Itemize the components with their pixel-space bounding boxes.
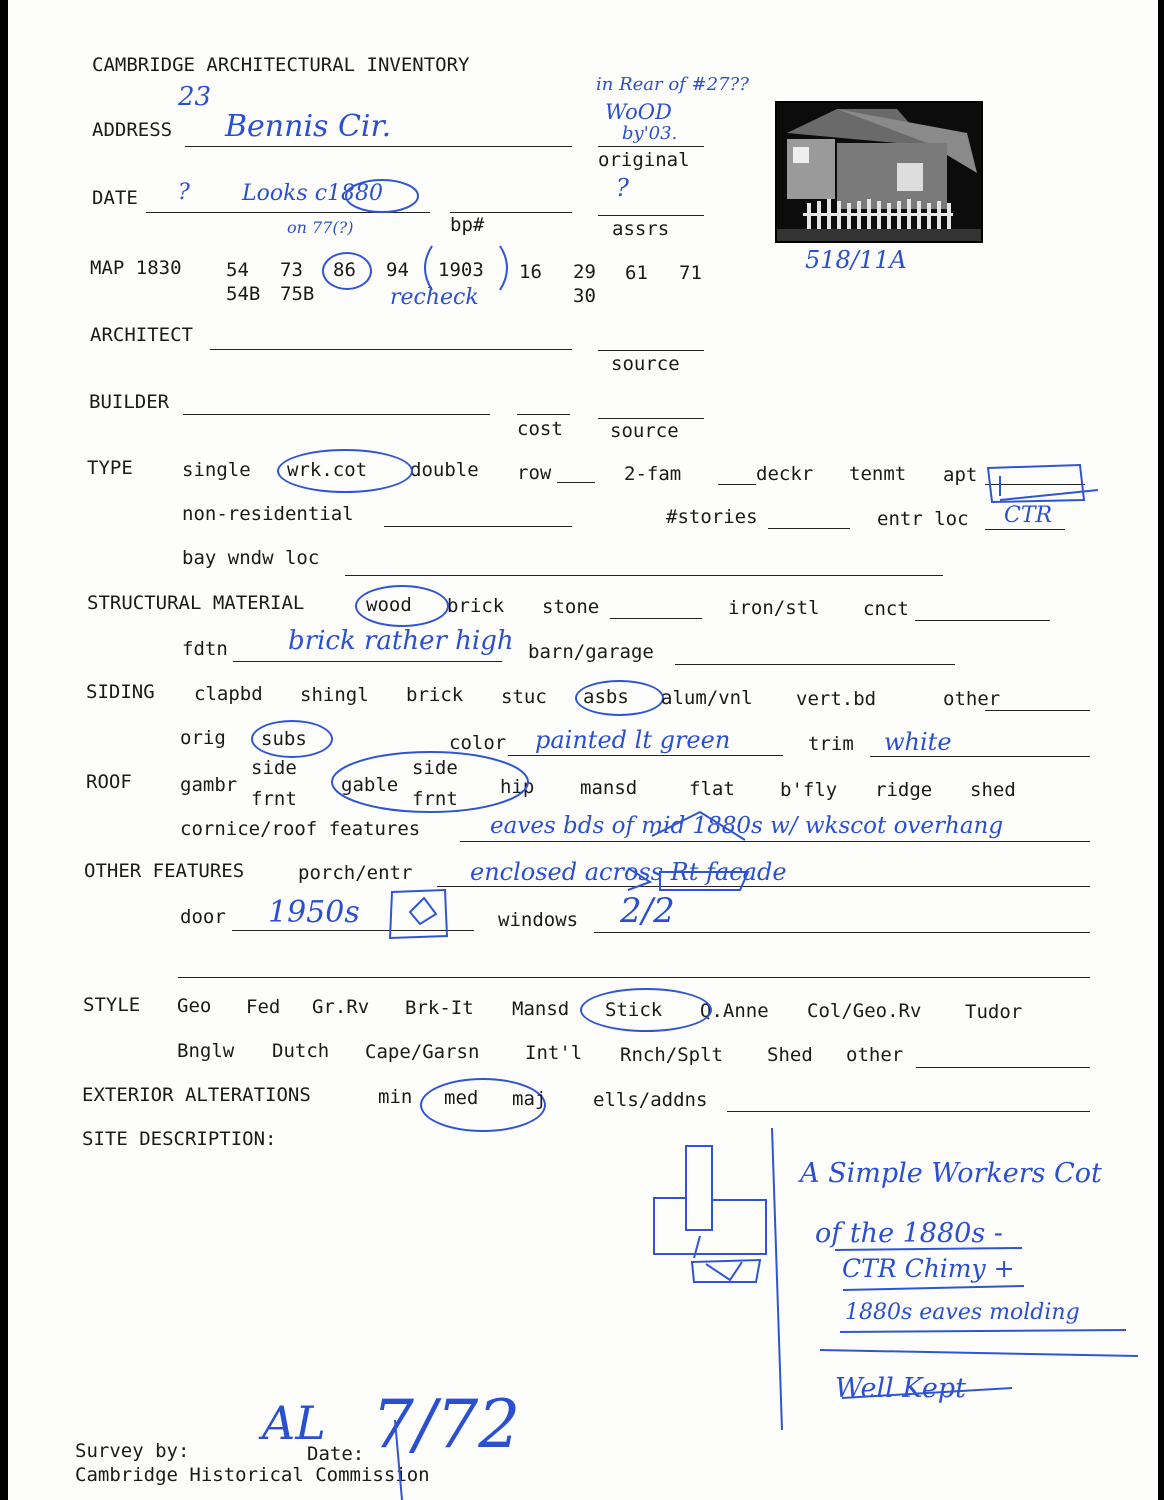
architect-source-label: source bbox=[611, 353, 680, 375]
style-cape: Cape/Garsn bbox=[365, 1041, 480, 1063]
deckr-line bbox=[718, 484, 756, 485]
circle-wood bbox=[355, 585, 449, 627]
roof-gambr-side: side bbox=[251, 757, 297, 779]
structural-wood: wood bbox=[366, 594, 412, 616]
circle-stick bbox=[580, 988, 712, 1032]
circle-86 bbox=[322, 252, 372, 290]
siding-stuc: stuc bbox=[501, 686, 547, 708]
cornice-line bbox=[460, 841, 1090, 842]
bay-line bbox=[345, 575, 943, 576]
entr-loc-line bbox=[985, 529, 1065, 530]
assrs-line bbox=[598, 215, 704, 216]
map-73: 73 bbox=[280, 259, 303, 281]
map-16: 16 bbox=[519, 261, 542, 283]
porch-line bbox=[437, 886, 1090, 887]
color-value: painted lt green bbox=[535, 726, 731, 754]
style-mansd: Mansd bbox=[512, 998, 570, 1020]
nonres-line bbox=[384, 526, 572, 527]
windows-line bbox=[594, 932, 1090, 933]
original-line bbox=[598, 146, 704, 147]
map-30: 30 bbox=[573, 285, 596, 307]
fdtn-line bbox=[233, 661, 502, 662]
type-deckr: deckr bbox=[756, 463, 814, 485]
wood-note: WoOD bbox=[605, 100, 672, 124]
roof-gable-frnt: frnt bbox=[412, 788, 458, 810]
structural-iron: iron/stl bbox=[728, 597, 820, 619]
roof-label: ROOF bbox=[86, 771, 132, 793]
siding-alum: alum/vnl bbox=[661, 687, 753, 709]
house-photo bbox=[775, 101, 983, 243]
map-61: 61 bbox=[625, 262, 648, 284]
stone-line bbox=[610, 618, 702, 619]
address-number: 23 bbox=[178, 82, 212, 112]
siding-clapbd: clapbd bbox=[194, 683, 263, 705]
map-71: 71 bbox=[679, 262, 702, 284]
bp-label: bp# bbox=[450, 214, 485, 236]
cost-label: cost bbox=[517, 418, 563, 440]
map-75b: 75B bbox=[280, 283, 315, 305]
roof-gable-side: side bbox=[412, 757, 458, 779]
door-value: 1950s bbox=[268, 895, 360, 930]
address-line bbox=[185, 146, 572, 147]
fdtn-label: fdtn bbox=[182, 638, 228, 660]
siding-vert: vert.bd bbox=[796, 688, 877, 710]
type-row: row bbox=[517, 462, 552, 484]
style-other-line bbox=[916, 1067, 1090, 1068]
porch-label: porch/entr bbox=[298, 862, 413, 884]
style-other: other bbox=[846, 1044, 904, 1066]
extra-features-line bbox=[178, 977, 1090, 978]
roof-gambr-frnt: frnt bbox=[251, 788, 297, 810]
architect-line bbox=[210, 349, 572, 350]
stories-line bbox=[768, 528, 850, 529]
siding-label: SIDING bbox=[86, 681, 155, 703]
builder-line bbox=[183, 414, 490, 415]
barn-label: barn/garage bbox=[528, 641, 654, 663]
windows-label: windows bbox=[498, 909, 579, 931]
trim-value: white bbox=[884, 728, 952, 756]
structural-stone: stone bbox=[542, 596, 600, 618]
ext-alt-ells: ells/addns bbox=[593, 1089, 708, 1111]
note-line-1: A Simple Workers Cot bbox=[800, 1158, 1102, 1189]
map-1903: 1903 bbox=[438, 259, 484, 281]
style-bnglw: Bnglw bbox=[177, 1040, 235, 1062]
type-apt: apt bbox=[943, 464, 978, 486]
subs-label: subs bbox=[261, 728, 307, 750]
style-brkit: Brk-It bbox=[405, 997, 474, 1019]
bp-line bbox=[450, 212, 572, 213]
siding-other-line bbox=[985, 710, 1090, 711]
style-rnch: Rnch/Splt bbox=[620, 1044, 723, 1066]
trim-label: trim bbox=[808, 733, 854, 755]
structural-cnct: cnct bbox=[863, 598, 909, 620]
form-title: CAMBRIDGE ARCHITECTURAL INVENTORY bbox=[92, 54, 470, 76]
siding-shingl: shingl bbox=[300, 684, 369, 706]
note-line-4: 1880s eaves molding bbox=[845, 1300, 1080, 1325]
map-54b: 54B bbox=[226, 283, 261, 305]
style-label: STYLE bbox=[83, 994, 141, 1016]
date-value: Looks c1880 bbox=[242, 181, 384, 206]
cnct-line bbox=[915, 620, 1050, 621]
scan-edge-right bbox=[1158, 0, 1164, 1500]
date-label: DATE bbox=[92, 187, 138, 209]
type-2fam: 2-fam bbox=[624, 463, 682, 485]
original-label: original bbox=[598, 149, 690, 171]
type-tenmt: tenmt bbox=[849, 463, 907, 485]
roof-flat: flat bbox=[689, 778, 735, 800]
style-qanne: Q.Anne bbox=[700, 1000, 769, 1022]
nonres-label: non-residential bbox=[182, 503, 354, 525]
style-stick: Stick bbox=[605, 999, 663, 1021]
porch-value: enclosed across Rt facade bbox=[470, 858, 787, 886]
door-line bbox=[232, 930, 474, 931]
cornice-value: eaves bds of mid 1880s w/ wkscot overhang bbox=[490, 813, 1004, 839]
builder-label: BUILDER bbox=[89, 391, 170, 413]
builder-source-label: source bbox=[610, 420, 679, 442]
architect-source-line bbox=[598, 350, 704, 351]
type-single: single bbox=[182, 459, 251, 481]
note-line-2: of the 1880s - bbox=[815, 1218, 1003, 1249]
entr-loc-label: entr loc bbox=[877, 508, 969, 530]
address-label: ADDRESS bbox=[92, 119, 173, 141]
type-double: double bbox=[410, 459, 479, 481]
color-label: color bbox=[449, 732, 507, 754]
rear-note: in Rear of #27?? bbox=[596, 74, 749, 95]
ells-line bbox=[727, 1111, 1090, 1112]
date-line bbox=[146, 212, 430, 213]
map-label: MAP 1830 bbox=[90, 257, 182, 279]
commission-name: Cambridge Historical Commission bbox=[75, 1464, 430, 1486]
barn-line bbox=[675, 664, 955, 665]
circle-subs bbox=[251, 720, 333, 758]
survey-label: Survey by: bbox=[75, 1440, 190, 1462]
circle-wrk-cot bbox=[277, 449, 413, 493]
structural-brick: brick bbox=[447, 595, 505, 617]
fdtn-value: brick rather high bbox=[288, 626, 514, 656]
style-geo: Geo bbox=[177, 995, 212, 1017]
style-tudor: Tudor bbox=[965, 1001, 1023, 1023]
structural-label: STRUCTURAL MATERIAL bbox=[87, 592, 305, 614]
style-fed: Fed bbox=[246, 996, 281, 1018]
style-dutch: Dutch bbox=[272, 1040, 330, 1062]
door-label: door bbox=[180, 906, 226, 928]
row-line bbox=[557, 482, 595, 483]
cornice-label: cornice/roof features bbox=[180, 818, 421, 840]
style-colgeo: Col/Geo.Rv bbox=[807, 1000, 922, 1022]
roof-gable: gable bbox=[341, 774, 399, 796]
note-line-3: CTR Chimy + bbox=[842, 1254, 1015, 1283]
siding-other: other bbox=[943, 688, 1001, 710]
map-29: 29 bbox=[573, 261, 596, 283]
ext-alt-med: med bbox=[444, 1087, 479, 1109]
siding-brick: brick bbox=[406, 684, 464, 706]
style-intl: Int'l bbox=[525, 1042, 583, 1064]
map-94: 94 bbox=[386, 259, 409, 281]
house-photo-image bbox=[777, 103, 981, 241]
trim-line bbox=[870, 756, 1090, 757]
entr-loc-value: CTR bbox=[1004, 503, 1053, 528]
original-question: ? bbox=[616, 174, 629, 202]
roof-shed: shed bbox=[970, 779, 1016, 801]
wood-year: by'03. bbox=[622, 123, 678, 144]
type-wrk-cot: wrk.cot bbox=[287, 459, 368, 481]
style-shed: Shed bbox=[767, 1044, 813, 1066]
surveyor-initials: AL bbox=[262, 1396, 326, 1450]
map-86: 86 bbox=[333, 259, 356, 281]
roof-hip: hip bbox=[500, 776, 535, 798]
ext-alt-maj: maj bbox=[512, 1088, 547, 1110]
type-label: TYPE bbox=[87, 457, 133, 479]
bay-label: bay wndw loc bbox=[182, 547, 320, 569]
date-sub-note: on 77(?) bbox=[287, 218, 354, 237]
roof-mansd: mansd bbox=[580, 777, 638, 799]
style-grrv: Gr.Rv bbox=[312, 996, 370, 1018]
color-line bbox=[508, 755, 783, 756]
assrs-label: assrs bbox=[612, 218, 670, 240]
note-line-5: Well Kept bbox=[835, 1373, 966, 1404]
site-label: SITE DESCRIPTION: bbox=[82, 1128, 277, 1150]
roof-ridge: ridge bbox=[875, 779, 933, 801]
photo-caption: 518/11A bbox=[805, 246, 907, 274]
recheck-note: recheck bbox=[390, 285, 479, 310]
roof-bfly: b'fly bbox=[780, 779, 838, 801]
map-54: 54 bbox=[226, 259, 249, 281]
siding-asbs: asbs bbox=[583, 686, 629, 708]
orig-label: orig bbox=[180, 727, 226, 749]
architect-label: ARCHITECT bbox=[90, 324, 193, 346]
windows-value: 2/2 bbox=[620, 891, 675, 931]
stories-label: #stories bbox=[666, 506, 758, 528]
roof-gambr: gambr bbox=[180, 774, 238, 796]
ext-alt-label: EXTERIOR ALTERATIONS bbox=[82, 1084, 311, 1106]
ext-alt-min: min bbox=[378, 1086, 413, 1108]
scan-edge-left bbox=[0, 0, 8, 1500]
date2-label: Date: bbox=[307, 1443, 365, 1465]
address-street: Bennis Cir. bbox=[225, 109, 392, 144]
other-features-label: OTHER FEATURES bbox=[84, 860, 245, 882]
apt-line bbox=[985, 484, 1085, 485]
cost-line bbox=[517, 414, 570, 415]
date-question: ? bbox=[178, 180, 190, 205]
circle-asbs bbox=[575, 680, 664, 716]
survey-date: 7/72 bbox=[372, 1386, 521, 1463]
builder-source-line bbox=[598, 418, 704, 419]
